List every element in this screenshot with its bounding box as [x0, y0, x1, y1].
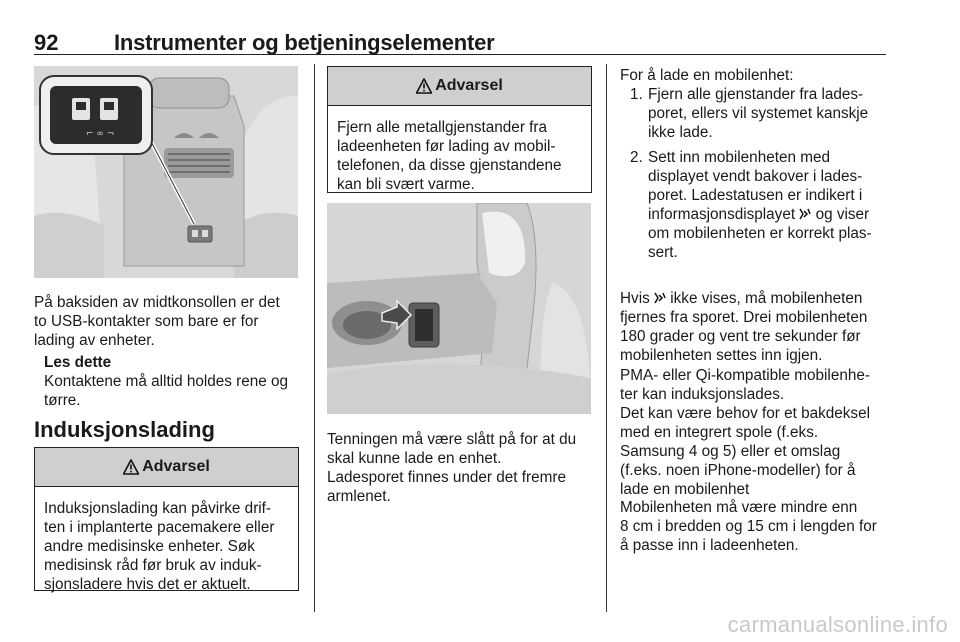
warning-triangle-icon	[123, 459, 139, 475]
text-line: Ladesporet finnes under det fremre	[327, 469, 566, 486]
text-line	[648, 205, 886, 224]
charging-slot-illustration	[327, 203, 591, 414]
warning-box-metal	[327, 66, 592, 193]
text-fragment: ikke vises, må mobilenheten	[670, 290, 863, 307]
text-line: andre medisinske enheter. Søk	[44, 538, 255, 555]
text-fragment: informasjonsdisplayet	[648, 206, 796, 223]
page-title: Instrumenter og betjeningselementer	[114, 30, 495, 55]
text-line: Kontaktene må alltid holdes rene og	[44, 373, 289, 390]
text-line: to USB-kontakter som bare er for	[34, 313, 259, 330]
text-line: tørre.	[44, 392, 81, 409]
text-line: Samsung 4 og 5) eller et omslag	[620, 443, 841, 460]
note-block	[44, 353, 288, 410]
text-line: lade en mobilenhet	[620, 481, 750, 498]
warning-header	[35, 448, 298, 487]
text-line: lading av enheter.	[34, 332, 155, 349]
text-line: skal kunne lade en enhet.	[327, 450, 502, 467]
text-line: 180 grader og vent tre sekunder før	[620, 328, 861, 345]
warning-body	[35, 487, 298, 594]
warning-triangle-icon	[416, 78, 432, 94]
ignition-paragraph	[327, 430, 576, 468]
induction-charging-icon	[799, 208, 811, 220]
text-line	[620, 289, 867, 308]
pma-paragraph	[620, 366, 870, 404]
text-line: Fjern alle metallgjenstander fra	[337, 119, 548, 136]
text-line: å passe inn i ladeenheten.	[620, 537, 799, 554]
charge-intro	[620, 66, 793, 85]
warning-box-pacemaker	[34, 447, 299, 591]
icon-missing-paragraph	[620, 289, 867, 365]
intro-paragraph	[34, 293, 280, 350]
note-title: Les dette	[44, 354, 112, 371]
rear-console-illustration	[34, 66, 298, 278]
column-divider	[606, 64, 607, 612]
text-line: sjonsladere hvis det er aktuelt.	[44, 576, 251, 593]
column-divider	[314, 64, 315, 612]
text-fragment: og viser	[815, 206, 870, 223]
text-line: På baksiden av midtkonsollen er det	[34, 294, 280, 311]
step-number: 2.	[630, 149, 643, 166]
text-line: Mobilenheten må være mindre enn	[620, 499, 858, 516]
back-cover-paragraph	[620, 404, 870, 499]
size-paragraph	[620, 498, 877, 555]
warning-header	[328, 67, 591, 106]
svg-text:⌐ ∞ ¬: ⌐ ∞ ¬	[86, 129, 115, 139]
warning-body	[328, 106, 591, 194]
text-line: mobilenheten settes inn igjen.	[620, 347, 823, 364]
slot-location-paragraph	[327, 468, 566, 506]
section-heading: Induksjonslading	[34, 417, 215, 442]
text-line: Induksjonslading kan påvirke drif-	[44, 500, 272, 517]
text-line: sert.	[648, 244, 678, 261]
warning-title: Advarsel	[142, 458, 210, 475]
text-line: med en integrert spole (f.eks.	[620, 424, 819, 441]
text-line: ter kan induksjonslades.	[620, 386, 785, 403]
text-line: armlenet.	[327, 488, 391, 505]
text-line: Sett inn mobilenheten med	[648, 149, 830, 166]
text-line: ikke lade.	[648, 124, 713, 141]
text-line: fjernes fra sporet. Drei mobilenheten	[620, 309, 868, 326]
text-line: Tenningen må være slått på for at du	[327, 431, 577, 448]
text-line: displayet vendt bakover i lades-	[648, 168, 863, 185]
text-line: Det kan være behov for et bakdeksel	[620, 405, 870, 422]
text-line: medisinsk råd før bruk av induk-	[44, 557, 262, 574]
text-line: For å lade en mobilenhet:	[620, 67, 794, 84]
text-line: ten i implanterte pacemakere eller	[44, 519, 275, 536]
text-line: poret, ellers vil systemet kanskje	[648, 105, 869, 122]
charging-slot-figure	[327, 203, 591, 414]
text-line: Fjern alle gjenstander fra lades-	[648, 86, 864, 103]
warning-title: Advarsel	[435, 77, 503, 94]
watermark: carmanualsonline.info	[727, 612, 948, 637]
page-number: 92	[34, 30, 59, 55]
page-header	[34, 24, 886, 55]
text-line: ladeenheten før lading av mobil-	[337, 138, 556, 155]
induction-charging-icon	[654, 292, 666, 304]
text-line: om mobilenheten er korrekt plas-	[648, 225, 872, 242]
list-item-step-2	[630, 148, 886, 262]
rear-usb-figure	[34, 66, 298, 278]
text-line: kan bli svært varme.	[337, 176, 475, 193]
text-line: telefonen, da disse gjenstandene	[337, 157, 562, 174]
text-line: 8 cm i bredden og 15 cm i lengden for	[620, 518, 877, 535]
step-number: 1.	[630, 86, 643, 103]
text-line: (f.eks. noen iPhone-modeller) for å	[620, 462, 856, 479]
text-fragment: Hvis	[620, 290, 650, 307]
text-line: PMA- eller Qi-kompatible mobilenhe-	[620, 367, 870, 384]
list-item-step-1	[630, 85, 886, 142]
text-line: poret. Ladestatusen er indikert i	[648, 187, 863, 204]
